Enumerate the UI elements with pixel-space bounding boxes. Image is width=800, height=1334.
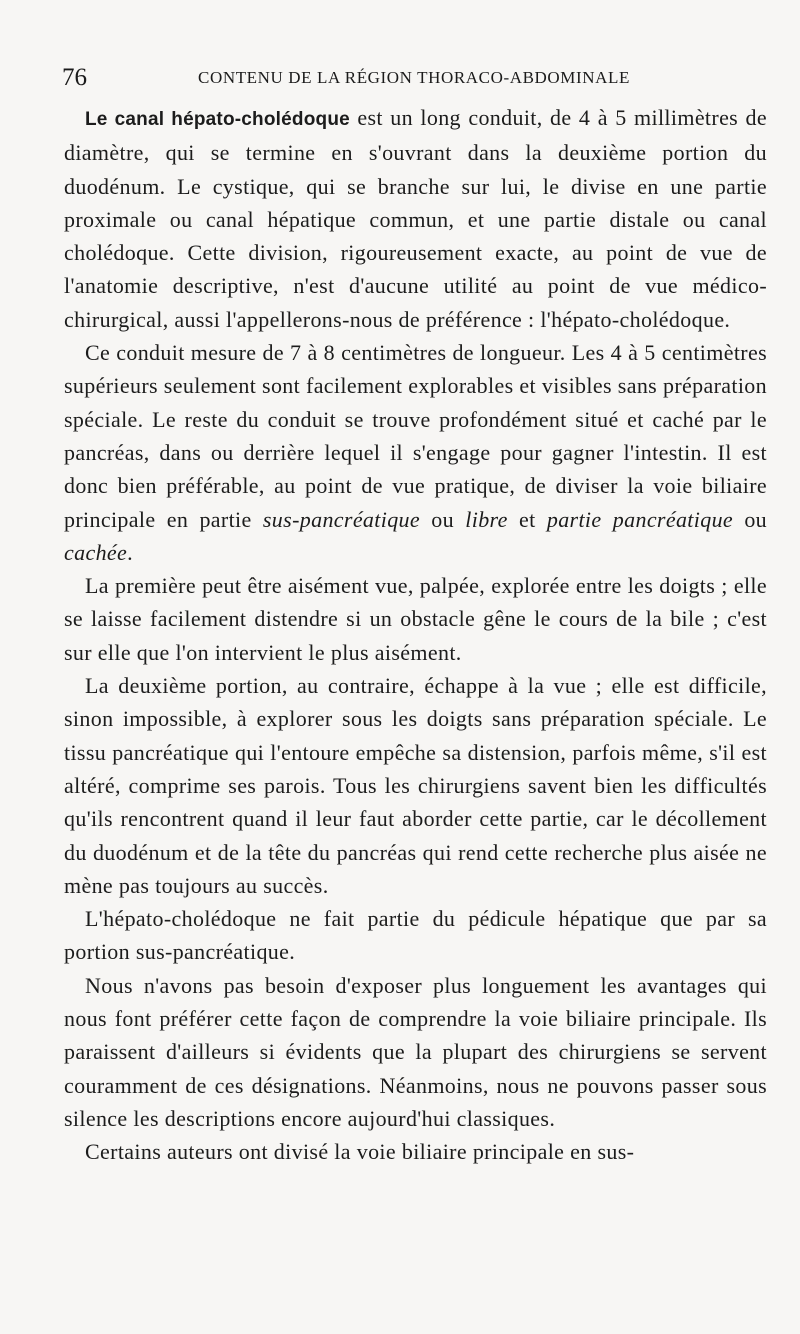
italic-term: cachée (64, 539, 128, 565)
italic-term: sus-pancréatique (262, 506, 421, 532)
paragraph-text: et (507, 506, 547, 532)
paragraph-text: La deuxième portion, au contraire, échappe à la vue ; elle est difficile, sinon impossible, à explorer sous les doigts sans préparation spéciale. Le tissu pancréatique qui l'entoure empêche sa distension, parfois même, s'il est altéré, comprime ses parois. Tous les chirurgiens savent bien les difficultés qu'ils rencontrent quand il leur faut aborder cette partie, car le décollement du duodénum et de la tête du pancréas qui rend cette recherche plus aisée ne mène pas toujours au succès. (64, 673, 767, 898)
italic-term: partie pancréatique (546, 506, 734, 532)
italic-term: libre (465, 506, 508, 532)
paragraph-text: Ce conduit mesure de 7 à 8 centimètres de longueur. Les 4 à 5 centimètres supérieurs seulement sont facilement explorables et visibles sans préparation spéciale. Le reste du conduit se trouve profondément situé et caché par le pancréas, dans ou derrière lequel il s'engage pour gagner l'intestin. Il est donc bien préférable, au point de vue pratique, de diviser la voie biliaire principale en partie (64, 340, 767, 532)
paragraph (64, 1135, 767, 1168)
paragraph-text: La première peut être aisément vue, palpée, explorée entre les doigts ; elle se laisse facilement distendre si un obstacle gêne le cours de la bile ; c'est sur elle que l'on intervient le plus aisément. (64, 573, 767, 665)
paragraph-text: ou (733, 506, 768, 532)
paragraph-lead-term: Le canal hépato-cholédoque (85, 109, 350, 130)
paragraph (64, 902, 767, 969)
paragraph (64, 669, 767, 902)
running-head (62, 64, 767, 92)
paragraph-text: Nous n'avons pas besoin d'exposer plus longuement les avantages qui nous font préférer cette façon de comprendre la voie biliaire principale. Ils paraissent d'ailleurs si évidents que la plupart des chirurgiens se servent couramment de ces désignations. Néanmoins, nous ne pouvons passer sous silence les descriptions encore aujourd'hui classiques. (64, 972, 767, 1131)
paragraph (64, 336, 767, 569)
paragraph-text: ou (420, 506, 466, 532)
body-text (64, 101, 767, 1169)
paragraph-text: Certains auteurs ont divisé la voie biliaire principale en sus- (85, 1139, 635, 1165)
running-title: CONTENU DE LA RÉGION THORACO-ABDOMINALE (198, 68, 631, 87)
paragraph-text: est un long conduit, de 4 à 5 millimètres de diamètre, qui se termine en s'ouvrant dans la deuxième portion du duodénum. Le cystique, qui se branche sur lui, le divise en une partie proximale ou canal hépatique commun, et une partie distale ou canal cholédoque. Cette division, rigoureusement exacte, au point de vue de l'anatomie descriptive, n'est d'aucune utilité au point de vue médico-chirurgical, aussi l'appellerons-nous de préférence : l'hépato-cholédoque. (64, 105, 767, 332)
paragraph (64, 969, 767, 1135)
paragraph-text: . (127, 539, 134, 565)
paragraph (64, 101, 767, 336)
paragraph (64, 569, 767, 669)
page-number: 76 (62, 64, 87, 91)
paragraph-text: L'hépato-cholédoque ne fait partie du pédicule hépatique que par sa portion sus-pancréatique. (64, 906, 767, 965)
